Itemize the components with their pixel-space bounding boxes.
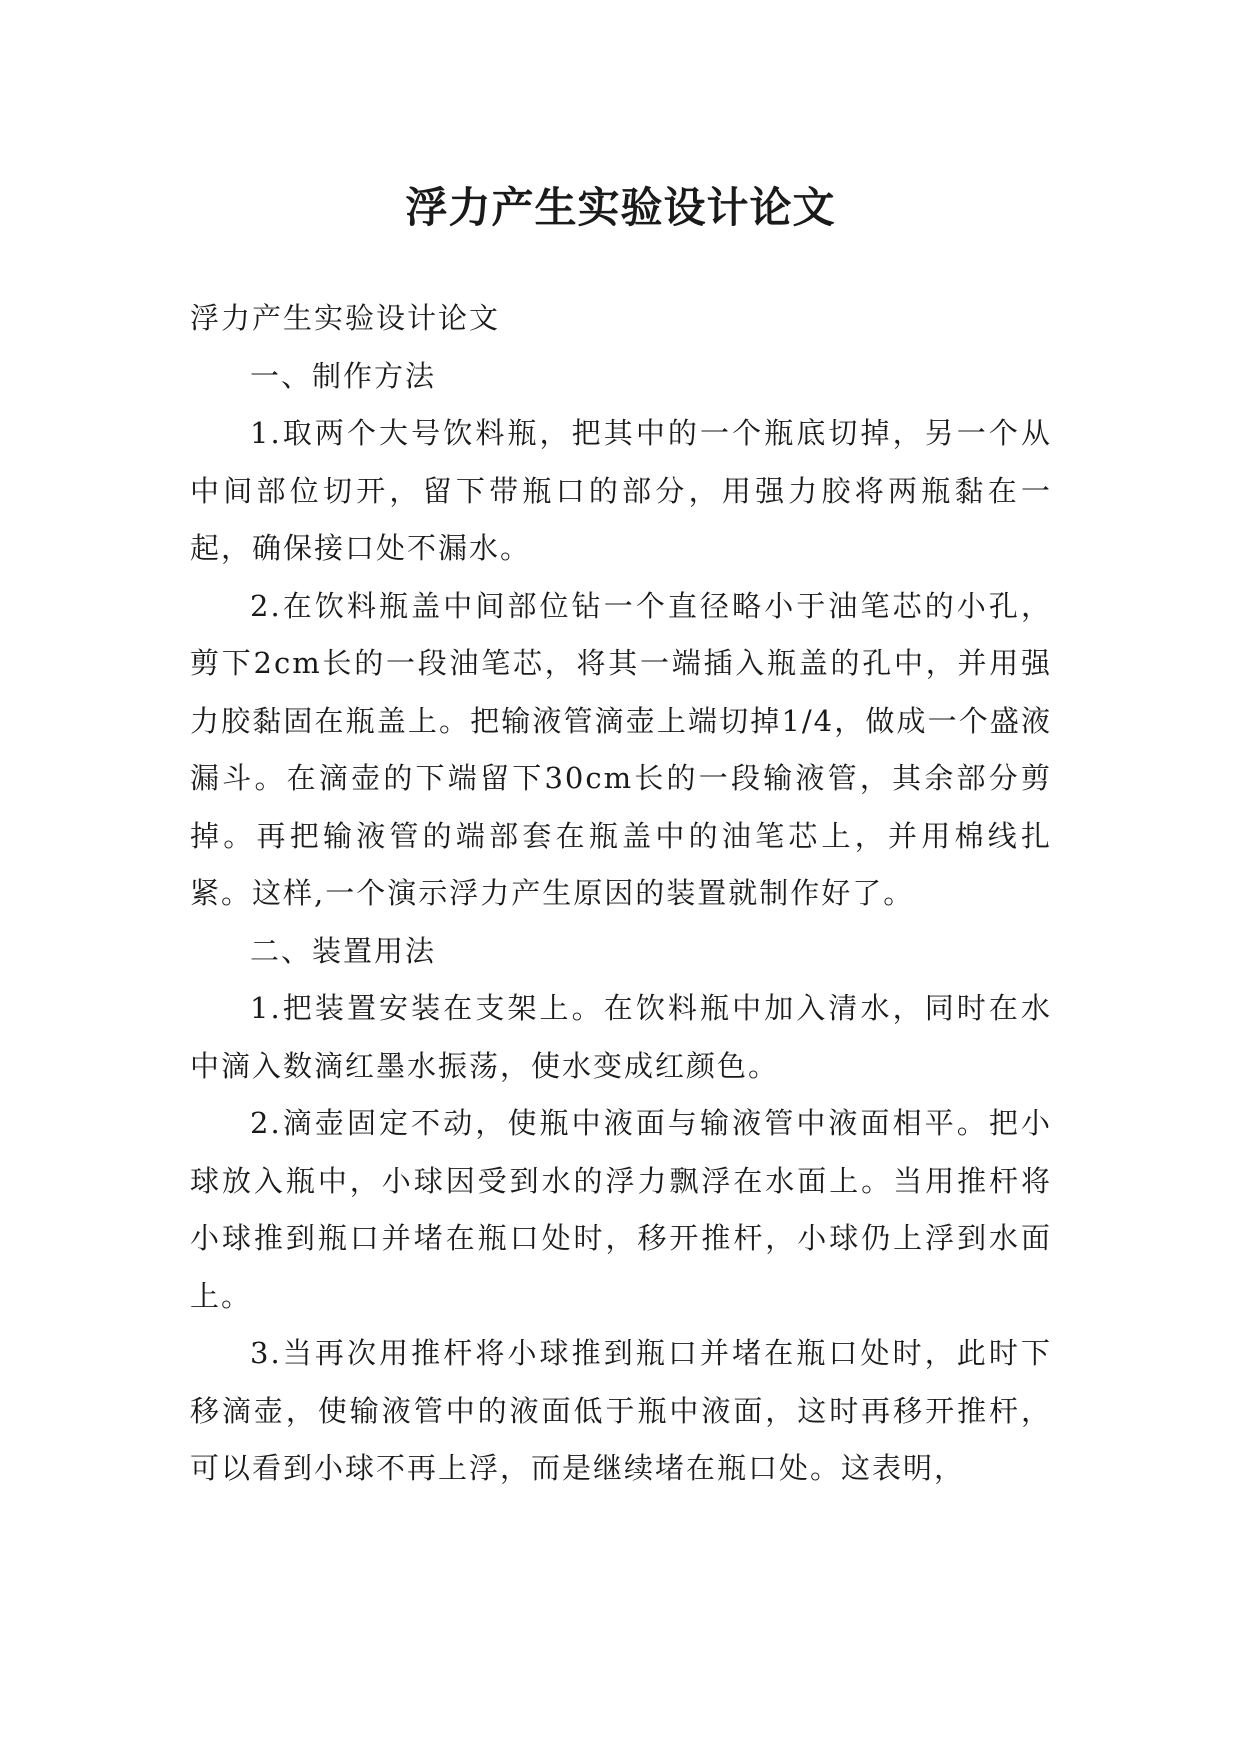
document-body	[190, 290, 1052, 1498]
section-heading-device-usage: 二、装置用法	[250, 933, 437, 968]
paragraph-usage-3: 3.当再次用推杆将小球推到瓶口并堵在瓶口处时，此时下移滴壶，使输液管中的液面低于瓶中液面，这时再移开推杆，可以看到小球不再上浮，而是继续堵在瓶口处。这表明，	[190, 1336, 1052, 1485]
section-heading-production-method: 一、制作方法	[250, 358, 437, 393]
paragraph-step-2: 2.在饮料瓶盖中间部位钻一个直径略小于油笔芯的小孔，剪下2cm长的一段油笔芯，将其一端插入瓶盖的孔中，并用强力胶黏固在瓶盖上。把输液管滴壶上端切掉1/4，做成一个盛液漏斗。在滴壶的下端留下30cm长的一段输液管，其余部分剪掉。再把输液管的端部套在瓶盖中的油笔芯上，并用棉线扎紧。这样,一个演示浮力产生原因的装置就制作好了。	[190, 588, 1052, 910]
paragraph-usage-1: 1.把装置安装在支架上。在饮料瓶中加入清水，同时在水中滴入数滴红墨水振荡，使水变成红颜色。	[190, 991, 1052, 1083]
document-title: 浮力产生实验设计论文	[405, 183, 836, 233]
paragraph-usage-2: 2.滴壶固定不动，使瓶中液面与输液管中液面相平。把小球放入瓶中，小球因受到水的浮力飘浮在水面上。当用推杆将小球推到瓶口并堵在瓶口处时，移开推杆，小球仍上浮到水面上。	[190, 1106, 1052, 1313]
paragraph-subtitle: 浮力产生实验设计论文	[190, 301, 501, 335]
paragraph-step-1: 1.取两个大号饮料瓶，把其中的一个瓶底切掉，另一个从中间部位切开，留下带瓶口的部分，用强力胶将两瓶黏在一起，确保接口处不漏水。	[190, 416, 1052, 565]
